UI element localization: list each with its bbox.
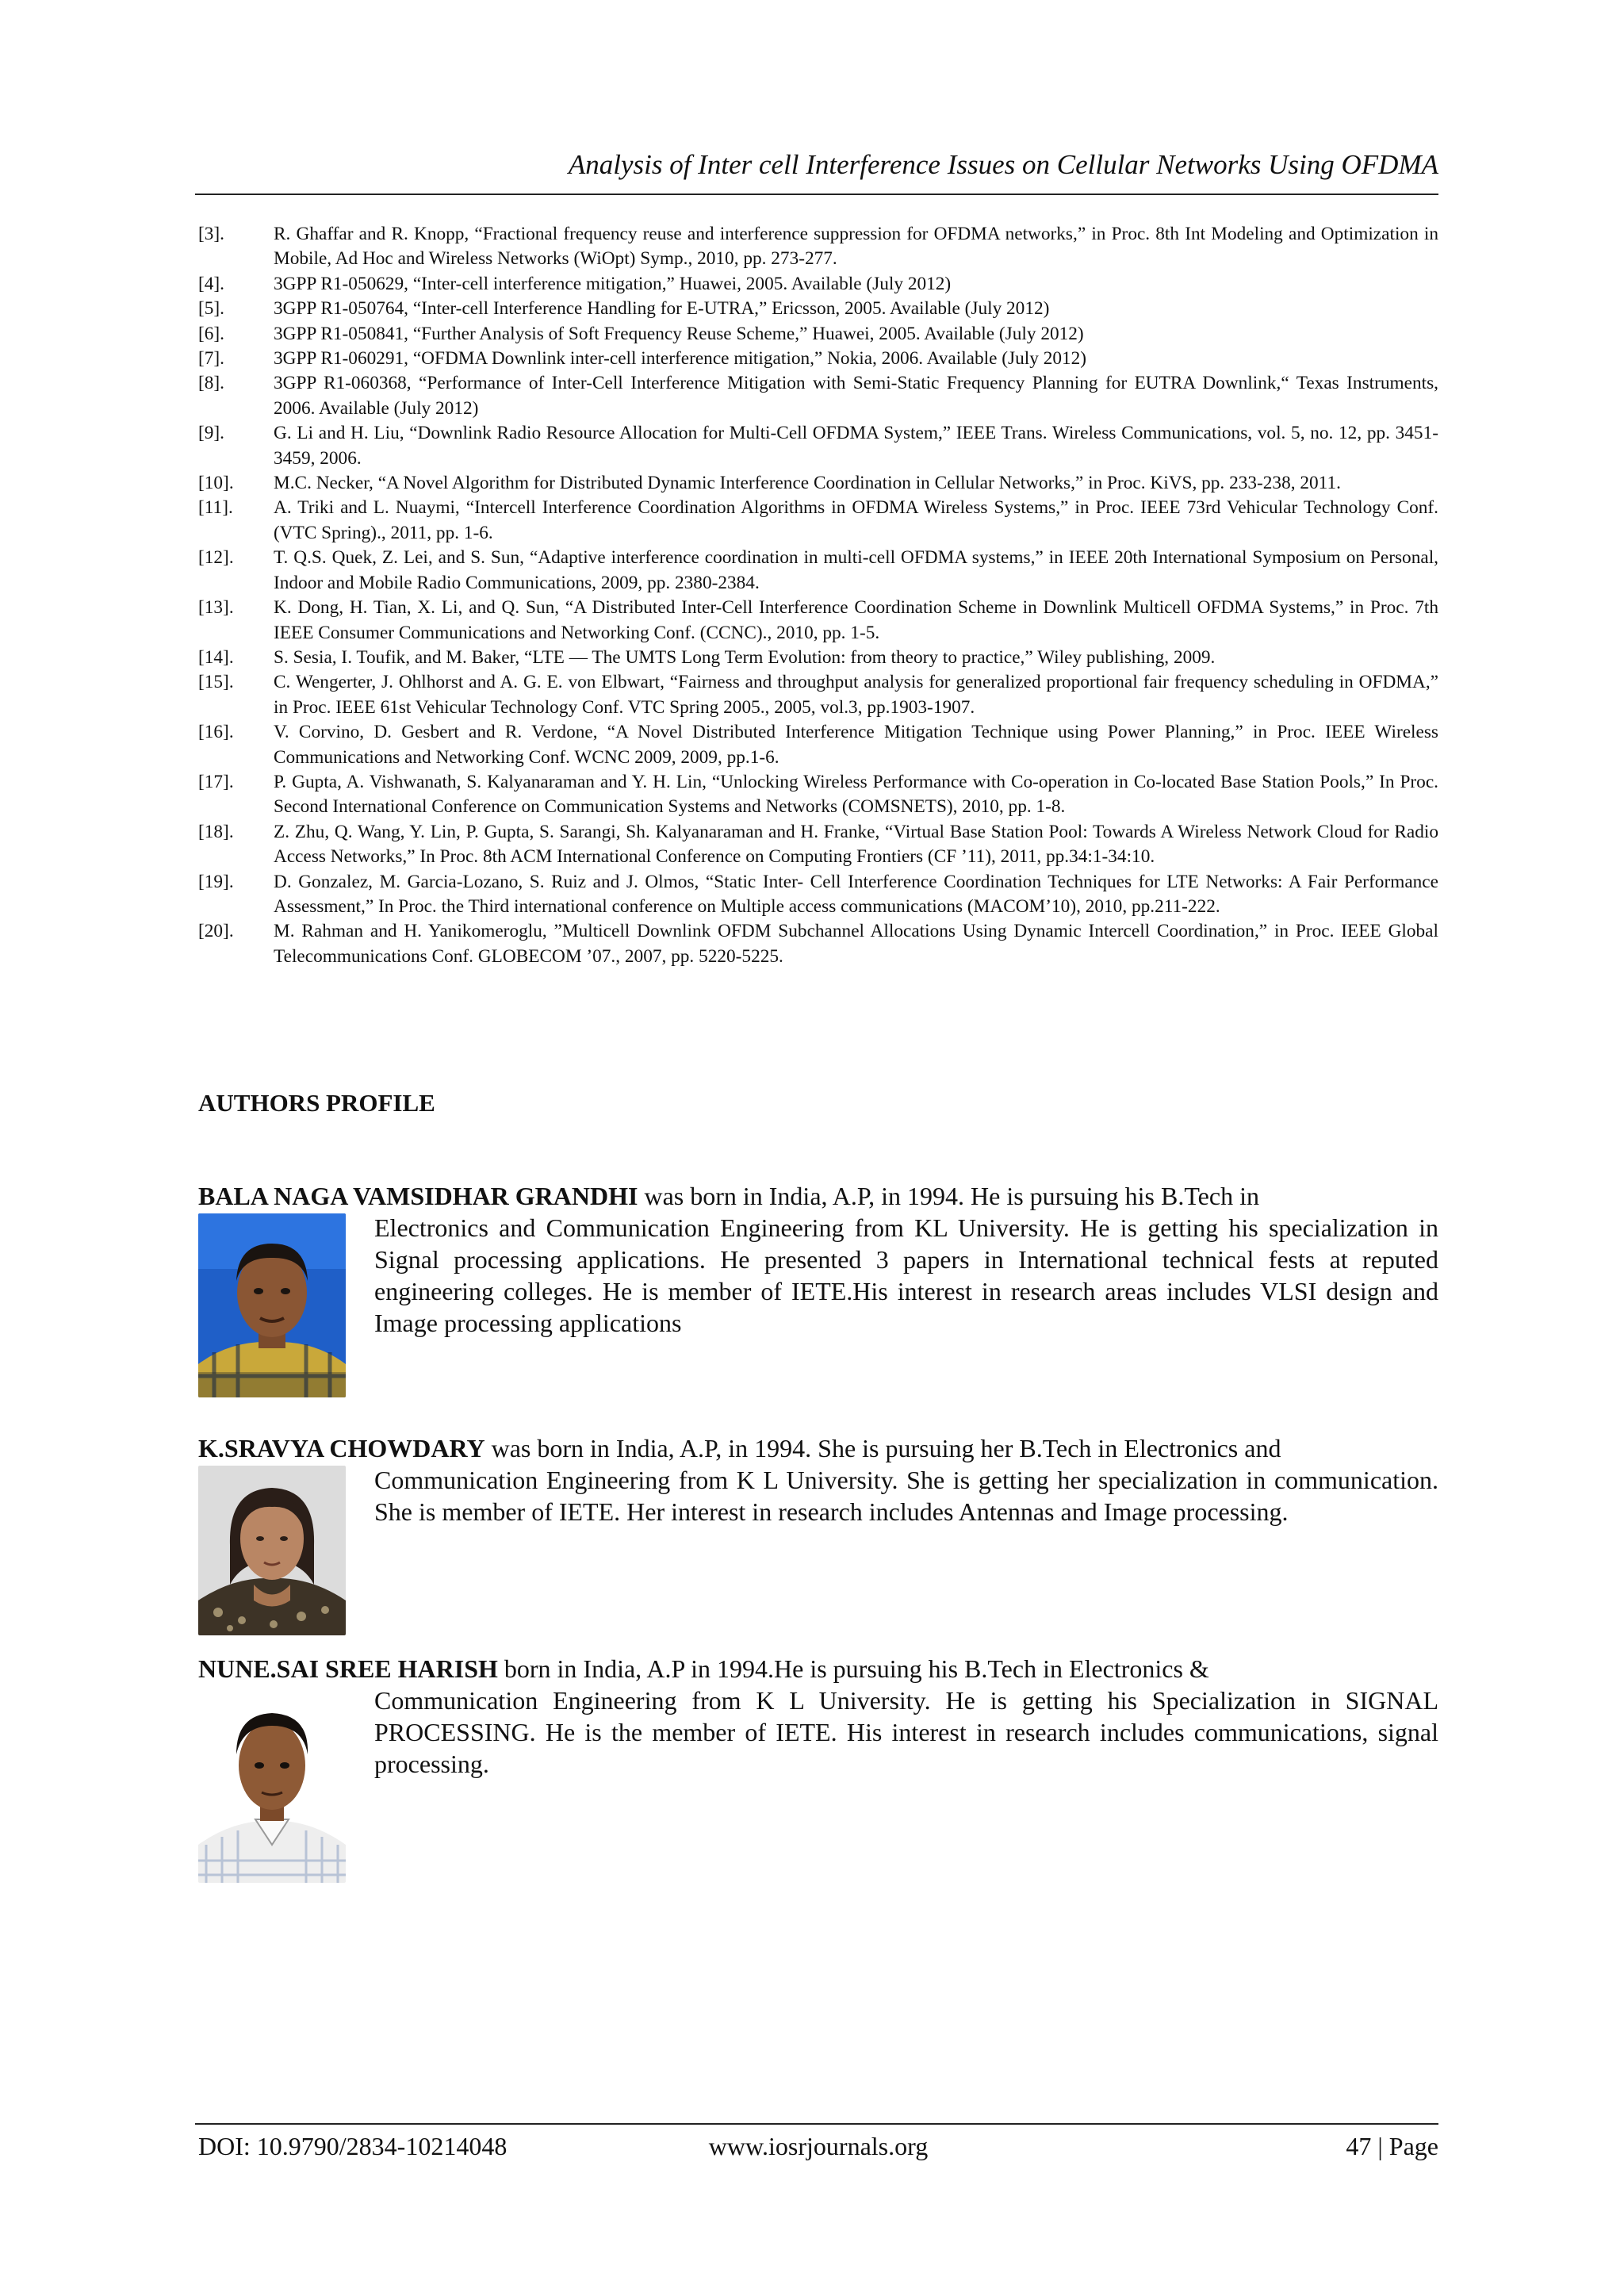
author-bio: Electronics and Communication Engineering from KL University. He is getting his specialization in Signal processing applications. He presented 3 papers in International technical fests at reputed engineering colleges. He is member of IETE.His interest in research areas includes VLSI design and Image processing applications xyxy=(374,1213,1438,1337)
reference-number: [13]. xyxy=(198,597,234,619)
reference-item xyxy=(198,222,1438,272)
reference-text: M.C. Necker, “A Novel Algorithm for Distributed Dynamic Interference Coordination in Cellular Networks,” in Proc. KiVS, pp. 233-238, 2011. xyxy=(274,473,1341,494)
reference-item xyxy=(198,720,1438,770)
reference-item xyxy=(198,646,1438,670)
author-lead-text: was born in India, A.P, in 1994. He is pursuing his B.Tech in xyxy=(638,1182,1259,1210)
reference-number: [5]. xyxy=(198,298,224,320)
reference-item xyxy=(198,919,1438,969)
reference-number: [10]. xyxy=(198,473,234,494)
reference-number: [15]. xyxy=(198,672,234,693)
reference-number: [14]. xyxy=(198,646,234,668)
portrait-image xyxy=(198,1213,346,1397)
reference-text: M. Rahman and H. Yanikomeroglu, ”Multicell Downlink OFDM Subchannel Allocations Using Dynamic Intercell Coordination,” in Proc. IEEE Global Telecommunications Conf. GLOBECOM ’07., 2007, pp. 5220-5225. xyxy=(274,921,1438,967)
author-lead-text: was born in India, A.P, in 1994. She is pursuing her B.Tech in Electronics and xyxy=(485,1434,1281,1462)
author-lead-line xyxy=(198,1653,1438,1685)
reference-text: G. Li and H. Liu, “Downlink Radio Resource Allocation for Multi-Cell OFDMA System,” IEEE Trans. Wireless Communications, vol. 5, no. 12, pp. 3451-3459, 2006. xyxy=(274,423,1438,469)
reference-item xyxy=(198,820,1438,870)
reference-text: 3GPP R1-060291, “OFDMA Downlink inter-cell interference mitigation,” Nokia, 2006. Available (July 2012) xyxy=(274,348,1087,370)
reference-text: D. Gonzalez, M. Garcia-Lozano, S. Ruiz and J. Olmos, “Static Inter- Cell Interference Coordination Techniques for LTE Networks: A Fair Performance Assessment,” In Proc. the Third international conference on Multiple access communications (MACOM’10), 2010, pp.211-222. xyxy=(274,871,1438,917)
footer-page-number: 47 | Page xyxy=(1346,2132,1438,2160)
reference-item xyxy=(198,496,1438,546)
reference-text: 3GPP R1-050764, “Inter-cell Interference Handling for E-UTRA,” Ericsson, 2005. Available (July 2012) xyxy=(274,298,1050,320)
reference-text: K. Dong, H. Tian, X. Li, and Q. Sun, “A Distributed Inter-Cell Interference Coordination Scheme in Downlink Multicell OFDMA Systems,” in Proc. 7th IEEE Consumer Communications and Networking Conf. (CCNC)., 2010, pp. 1-5. xyxy=(274,597,1438,643)
reference-text: V. Corvino, D. Gesbert and R. Verdone, “A Novel Distributed Interference Mitigation Technique using Power Planning,” in Proc. IEEE Wireless Communications and Networking Conf. WCNC 2009, 2009, pp.1-6. xyxy=(274,722,1438,768)
portrait-image xyxy=(198,1686,346,1883)
reference-number: [19]. xyxy=(198,871,234,892)
reference-text: 3GPP R1-060368, “Performance of Inter-Cell Interference Mitigation with Semi-Static Frequency Planning for EUTRA Downlink,“ Texas Instruments, 2006. Available (July 2012) xyxy=(274,373,1438,419)
author-photo xyxy=(198,1686,346,1883)
reference-item xyxy=(198,670,1438,720)
author-name: BALA NAGA VAMSIDHAR GRANDHI xyxy=(198,1182,638,1210)
header-rule xyxy=(195,194,1438,195)
author-photo xyxy=(198,1213,346,1397)
reference-text: S. Sesia, I. Toufik, and M. Baker, “LTE — The UMTS Long Term Evolution: from theory to practice,” Wiley publishing, 2009. xyxy=(274,646,1216,668)
reference-number: [6]. xyxy=(198,323,224,344)
reference-text: 3GPP R1-050841, “Further Analysis of Soft Frequency Reuse Scheme,” Huawei, 2005. Available (July 2012) xyxy=(274,323,1084,344)
reference-text: A. Triki and L. Nuaymi, “Intercell Interference Coordination Algorithms in OFDMA Wireless Systems,” in Proc. IEEE 73rd Vehicular Technology Conf. (VTC Spring)., 2011, pp. 1-6. xyxy=(274,497,1438,543)
reference-text: T. Q.S. Quek, Z. Lei, and S. Sun, “Adaptive interference coordination in multi-cell OFDMA systems,” in IEEE 20th International Symposium on Personal, Indoor and Mobile Radio Communications, 2009, pp. 2380-2384. xyxy=(274,547,1438,593)
portrait-image xyxy=(198,1466,346,1635)
author-name: K.SRAVYA CHOWDARY xyxy=(198,1434,485,1462)
reference-item xyxy=(198,596,1438,646)
reference-item xyxy=(198,297,1438,321)
author-bio: Communication Engineering from K L University. He is getting his Specialization in SIGNAL PROCESSING. He is the member of IETE. His interest in research includes communications, signal processing. xyxy=(374,1686,1438,1778)
reference-number: [12]. xyxy=(198,547,234,569)
reference-number: [18]. xyxy=(198,821,234,842)
authors-profile-heading: AUTHORS PROFILE xyxy=(198,1089,435,1117)
reference-text: Z. Zhu, Q. Wang, Y. Lin, P. Gupta, S. Sarangi, Sh. Kalyanaraman and H. Franke, “Virtual Base Station Pool: Towards A Wireless Network Cloud for Radio Access Networks,” In Proc. 8th ACM International Conference on Computing Frontiers (CF ’11), 2011, pp.34:1-34:10. xyxy=(274,821,1438,868)
footer-doi: DOI: 10.9790/2834-10214048 xyxy=(198,2132,508,2160)
reference-item xyxy=(198,347,1438,371)
reference-item xyxy=(198,371,1438,421)
reference-list xyxy=(198,222,1438,969)
reference-number: [4]. xyxy=(198,273,224,294)
reference-item xyxy=(198,546,1438,596)
author-profile xyxy=(198,1653,1438,1780)
reference-number: [16]. xyxy=(198,722,234,743)
author-lead-text: born in India, A.P in 1994.He is pursuing his B.Tech in Electronics & xyxy=(497,1654,1209,1683)
reference-item xyxy=(198,770,1438,820)
author-lead-line xyxy=(198,1432,1438,1464)
reference-number: [7]. xyxy=(198,348,224,370)
reference-text: R. Ghaffar and R. Knopp, “Fractional frequency reuse and interference suppression for OFDMA networks,” in Proc. 8th Int Modeling and Optimization in Mobile, Ad Hoc and Wireless Networks (WiOpt) Symp., 2010, pp. 273-277. xyxy=(274,224,1438,270)
reference-number: [3]. xyxy=(198,224,224,244)
reference-text: C. Wengerter, J. Ohlhorst and A. G. E. von Elbwart, “Fairness and throughput analysis for generalized proportional fair frequency scheduling in OFDMA,” in Proc. IEEE 61st Vehicular Technology Conf. VTC Spring 2005., 2005, vol.3, pp.1903-1907. xyxy=(274,672,1438,718)
author-bio: Communication Engineering from K L University. She is getting her specialization in communication. She is member of IETE. Her interest in research includes Antennas and Image processing. xyxy=(374,1466,1438,1526)
reference-item xyxy=(198,471,1438,496)
reference-number: [11]. xyxy=(198,497,233,519)
author-lead-line xyxy=(198,1180,1438,1212)
reference-number: [20]. xyxy=(198,921,234,942)
author-photo xyxy=(198,1466,346,1635)
author-name: NUNE.SAI SREE HARISH xyxy=(198,1654,498,1683)
reference-number: [9]. xyxy=(198,423,224,444)
reference-number: [8]. xyxy=(198,373,224,394)
reference-item xyxy=(198,322,1438,347)
reference-text: P. Gupta, A. Vishwanath, S. Kalyanaraman and Y. H. Lin, “Unlocking Wireless Performance with Co-operation in Co-located Base Station Pools,” In Proc. Second International Conference on Communication Systems and Networks (COMSNETS), 2010, pp. 1-8. xyxy=(274,771,1438,818)
reference-number: [17]. xyxy=(198,771,234,792)
running-header-title: Analysis of Inter cell Interference Issues on Cellular Networks Using OFDMA xyxy=(568,149,1438,180)
author-profile xyxy=(198,1180,1438,1339)
reference-text: 3GPP R1-050629, “Inter-cell interference mitigation,” Huawei, 2005. Available (July 2012) xyxy=(274,273,952,294)
reference-item xyxy=(198,421,1438,471)
reference-item xyxy=(198,870,1438,920)
reference-item xyxy=(198,272,1438,297)
footer-website: www.iosrjournals.org xyxy=(708,2132,929,2160)
author-profile xyxy=(198,1432,1438,1527)
footer-rule xyxy=(195,2123,1438,2125)
